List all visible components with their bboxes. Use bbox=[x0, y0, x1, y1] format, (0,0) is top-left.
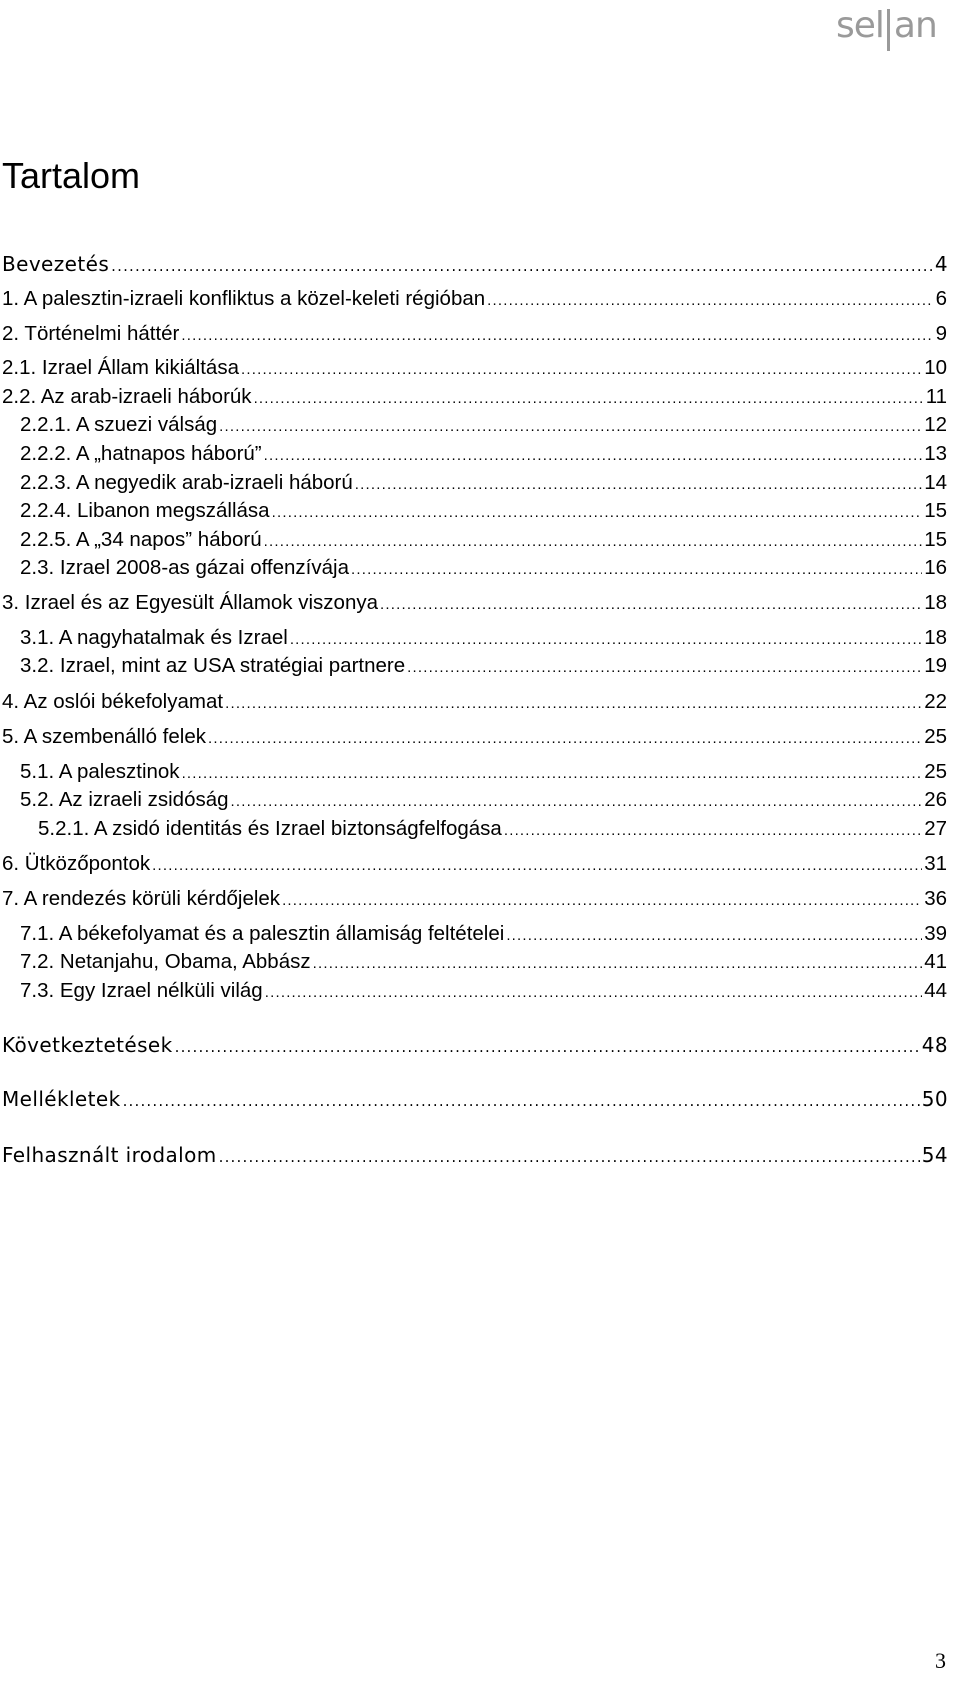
dot-leader bbox=[313, 950, 923, 978]
toc-entry-label: 4. Az oslói békefolyamat bbox=[2, 690, 224, 713]
toc-entry-section-2-2-5[interactable] bbox=[20, 526, 947, 554]
toc-entry-bibliography[interactable] bbox=[2, 1141, 948, 1169]
toc-entry-page: 27 bbox=[924, 817, 947, 840]
toc-entry-label: 7.3. Egy Izrael nélküli világ bbox=[20, 979, 263, 1002]
toc-entry-label: 2.2.4. Libanon megszállása bbox=[20, 499, 270, 522]
toc-entry-label: Mellékletek bbox=[2, 1087, 121, 1111]
toc-entry-label: 2.1. Izrael Állam kikiáltása bbox=[2, 356, 239, 379]
toc-entry-section-7-1[interactable] bbox=[20, 920, 947, 948]
toc-entry-section-2-2-1[interactable] bbox=[20, 411, 947, 439]
toc-entry-page: 18 bbox=[924, 591, 947, 614]
toc-entry-page: 26 bbox=[924, 788, 947, 811]
toc-entry-label: Következtetések bbox=[2, 1033, 173, 1057]
toc-entry-page: 16 bbox=[924, 556, 947, 579]
toc-entry-page: 13 bbox=[924, 442, 947, 465]
toc-entry-section-3-1[interactable] bbox=[20, 624, 947, 652]
toc-entry-section-2-2-2[interactable] bbox=[20, 440, 947, 468]
toc-entry-section-7-3[interactable] bbox=[20, 977, 947, 1005]
dot-leader bbox=[282, 887, 922, 915]
toc-entry-label: 7. A rendezés körüli kérdőjelek bbox=[2, 887, 281, 910]
dot-leader bbox=[219, 413, 922, 441]
toc-entry-conclusions[interactable] bbox=[2, 1031, 948, 1059]
toc-entry-label: 1. A palesztin-izraeli konfliktus a közel-keleti régióban bbox=[2, 287, 486, 310]
dot-leader bbox=[351, 556, 922, 584]
toc-entry-chapter-6[interactable] bbox=[2, 850, 947, 878]
toc-entry-page: 54 bbox=[921, 1143, 948, 1167]
toc-entry-page: 41 bbox=[924, 950, 947, 973]
toc-entry-section-2-2-3[interactable] bbox=[20, 469, 947, 497]
toc-entry-label: 3.1. A nagyhatalmak és Izrael bbox=[20, 626, 288, 649]
toc-entry-label: 2. Történelmi háttér bbox=[2, 322, 180, 345]
toc-entry-page: 12 bbox=[924, 413, 947, 436]
dot-leader bbox=[407, 654, 922, 682]
toc-entry-introduction[interactable] bbox=[2, 250, 948, 278]
toc-entry-section-2-3[interactable] bbox=[20, 554, 947, 582]
toc-entry-page: 25 bbox=[924, 725, 947, 748]
dot-leader bbox=[264, 442, 923, 470]
dot-leader bbox=[123, 1087, 920, 1115]
toc-entry-page: 6 bbox=[935, 287, 947, 310]
logo-text-right: an bbox=[893, 5, 937, 46]
toc-entry-page: 4 bbox=[934, 252, 948, 276]
toc-entry-label: 5.2.1. A zsidó identitás és Izrael biztonságfelfogása bbox=[38, 817, 502, 840]
toc-entry-section-2-2[interactable] bbox=[2, 383, 947, 411]
toc-entry-label: Felhasznált irodalom bbox=[2, 1143, 217, 1167]
toc-entry-section-5-1[interactable] bbox=[20, 758, 947, 786]
toc-entry-label: 7.1. A békefolyamat és a palesztin államiság feltételei bbox=[20, 922, 505, 945]
dot-leader bbox=[175, 1033, 920, 1061]
dot-leader bbox=[506, 922, 922, 950]
dot-leader bbox=[487, 287, 933, 315]
toc-entry-label: 2.3. Izrael 2008-as gázai offenzívája bbox=[20, 556, 349, 579]
dot-leader bbox=[208, 725, 922, 753]
dot-leader bbox=[152, 852, 922, 880]
toc-entry-page: 48 bbox=[921, 1033, 948, 1057]
toc-entry-label: 2.2.1. A szuezi válság bbox=[20, 413, 218, 436]
toc-entry-label: 3. Izrael és az Egyesült Államok viszonya bbox=[2, 591, 378, 614]
dot-leader bbox=[182, 760, 923, 788]
toc-entry-section-5-2[interactable] bbox=[20, 786, 947, 814]
dot-leader bbox=[504, 817, 922, 845]
toc-entry-page: 22 bbox=[924, 690, 947, 713]
dot-leader bbox=[231, 788, 923, 816]
toc-entry-chapter-5[interactable] bbox=[2, 723, 947, 751]
toc-entry-page: 36 bbox=[924, 887, 947, 910]
toc-entry-page: 11 bbox=[925, 385, 947, 408]
toc-entry-section-3-2[interactable] bbox=[20, 652, 947, 680]
toc-entry-section-2-1[interactable] bbox=[2, 354, 947, 382]
dot-leader bbox=[272, 499, 923, 527]
dot-leader bbox=[254, 385, 924, 413]
dot-leader bbox=[355, 471, 922, 499]
toc-entry-label: 2.2.2. A „hatnapos háború” bbox=[20, 442, 262, 465]
toc-entry-page: 44 bbox=[924, 979, 947, 1002]
toc-entry-chapter-2[interactable] bbox=[2, 320, 947, 348]
toc-entry-page: 14 bbox=[924, 471, 947, 494]
dot-leader bbox=[111, 252, 933, 280]
toc-entry-chapter-1[interactable] bbox=[2, 285, 947, 313]
toc-entry-page: 50 bbox=[921, 1087, 948, 1111]
toc-entry-label: 5.1. A palesztinok bbox=[20, 760, 180, 783]
toc-entry-page: 15 bbox=[924, 499, 947, 522]
dot-leader bbox=[265, 979, 922, 1007]
toc-entry-page: 25 bbox=[924, 760, 947, 783]
dot-leader bbox=[264, 528, 923, 556]
dot-leader bbox=[225, 690, 922, 718]
page-title: Tartalom bbox=[2, 155, 141, 196]
toc-entry-page: 31 bbox=[924, 852, 947, 875]
toc-entry-label: 2.2.5. A „34 napos” háború bbox=[20, 528, 262, 551]
dot-leader bbox=[241, 356, 922, 384]
toc-entry-chapter-7[interactable] bbox=[2, 885, 947, 913]
toc-entry-label: 3.2. Izrael, mint az USA stratégiai partnere bbox=[20, 654, 406, 677]
page-number: 3 bbox=[935, 1648, 946, 1673]
toc-entry-page: 39 bbox=[924, 922, 947, 945]
toc-entry-label: 5. A szembenálló felek bbox=[2, 725, 206, 748]
toc-entry-label: 2.2. Az arab-izraeli háborúk bbox=[2, 385, 252, 408]
toc-entry-label: 6. Ütközőpontok bbox=[2, 852, 151, 875]
toc-entry-appendices[interactable] bbox=[2, 1085, 948, 1113]
toc-entry-section-5-2-1[interactable] bbox=[38, 815, 947, 843]
toc-entry-page: 10 bbox=[924, 356, 947, 379]
dot-leader bbox=[290, 626, 922, 654]
dot-leader bbox=[181, 322, 933, 350]
toc-entry-page: 9 bbox=[935, 322, 947, 345]
toc-entry-label: 2.2.3. A negyedik arab-izraeli háború bbox=[20, 471, 353, 494]
dot-leader bbox=[219, 1143, 920, 1171]
toc-entry-section-2-2-4[interactable] bbox=[20, 497, 947, 525]
toc-entry-page: 18 bbox=[924, 626, 947, 649]
dot-leader bbox=[380, 591, 922, 619]
toc-entry-chapter-3[interactable] bbox=[2, 589, 947, 617]
toc-entry-label: Bevezetés bbox=[2, 252, 110, 276]
logo-text-left: sel bbox=[836, 5, 884, 46]
toc-entry-label: 5.2. Az izraeli zsidóság bbox=[20, 788, 229, 811]
toc-entry-page: 19 bbox=[924, 654, 947, 677]
toc-entry-section-7-2[interactable] bbox=[20, 948, 947, 976]
toc-entry-page: 15 bbox=[924, 528, 947, 551]
toc-entry-chapter-4[interactable] bbox=[2, 688, 947, 716]
toc-entry-label: 7.2. Netanjahu, Obama, Abbász bbox=[20, 950, 311, 973]
